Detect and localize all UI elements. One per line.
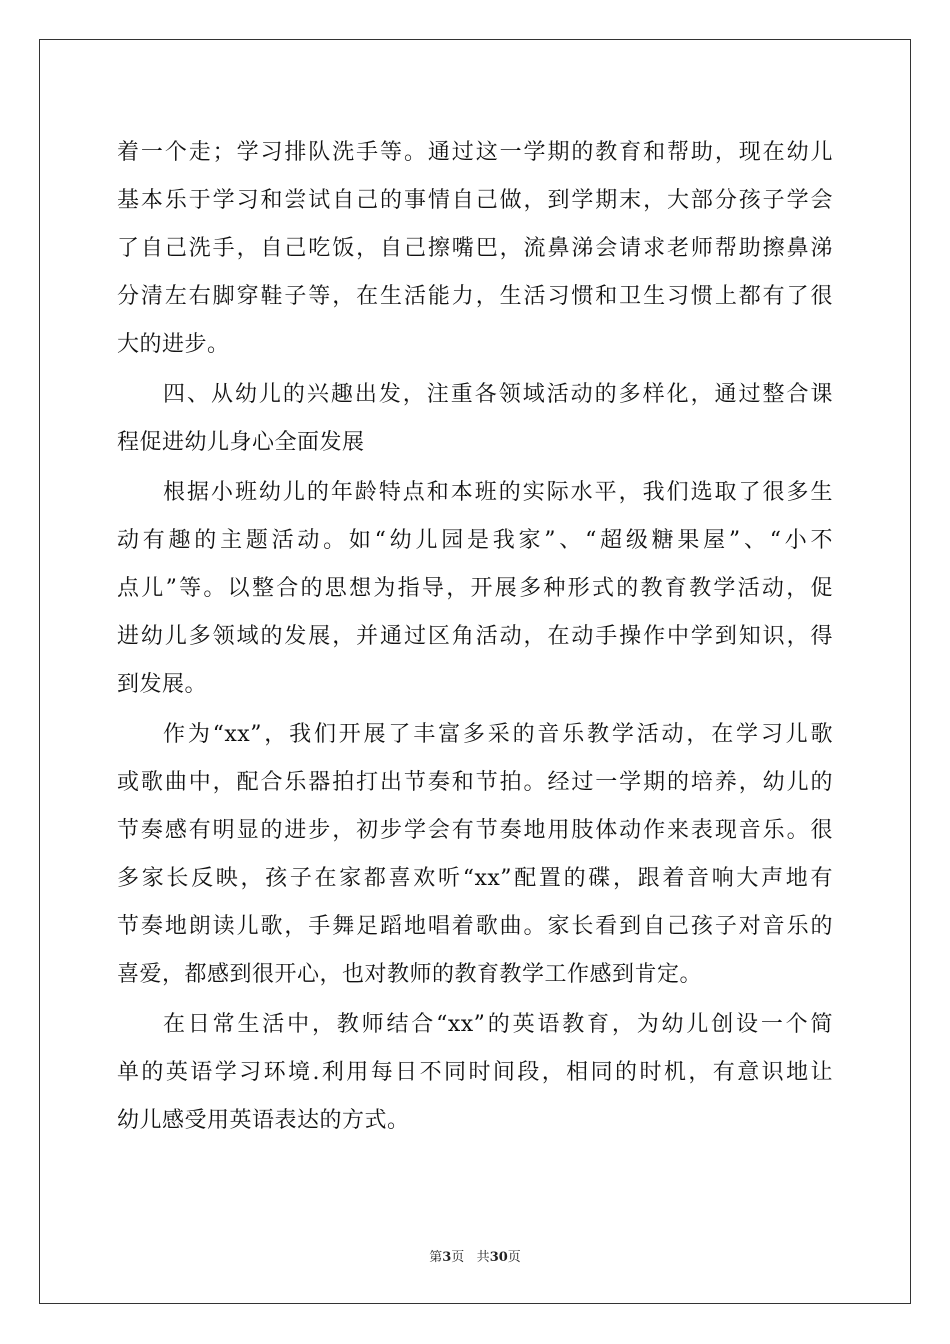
section-heading bbox=[117, 371, 833, 467]
page-suffix: 页 bbox=[451, 1250, 465, 1265]
text-line: 节奏感有明显的进步，初步学会有节奏地用肢体动作来表现音乐。很 bbox=[117, 818, 833, 843]
text-line: 程促进幼儿身心全面发展 bbox=[117, 430, 365, 455]
page-prefix: 第 bbox=[429, 1250, 443, 1265]
text-line: 多家长反映，孩子在家都喜欢听“xx”配置的碟，跟着音响大声地有 bbox=[117, 866, 833, 891]
paragraph bbox=[117, 129, 833, 369]
paragraph bbox=[117, 711, 833, 999]
text-line: 根据小班幼儿的年龄特点和本班的实际水平，我们选取了很多生 bbox=[163, 480, 833, 505]
text-line: 单的英语学习环境.利用每日不同时间段，相同的时机，有意识地让 bbox=[117, 1060, 833, 1085]
page-number: 3 bbox=[442, 1250, 452, 1265]
page-footer bbox=[0, 1246, 950, 1265]
text-line: 在日常生活中，教师结合“xx”的英语教育，为幼儿创设一个简 bbox=[163, 1012, 833, 1037]
text-line: 大的进步。 bbox=[117, 332, 230, 357]
total-suffix: 页 bbox=[507, 1250, 521, 1265]
text-line: 着一个走；学习排队洗手等。通过这一学期的教育和帮助，现在幼儿 bbox=[117, 140, 833, 165]
paragraph bbox=[117, 1001, 833, 1145]
text-line: 分清左右脚穿鞋子等，在生活能力，生活习惯和卫生习惯上都有了很 bbox=[117, 284, 833, 309]
text-line: 到发展。 bbox=[117, 672, 208, 697]
text-line: 基本乐于学习和尝试自己的事情自己做，到学期末，大部分孩子学会 bbox=[117, 188, 833, 213]
text-line: 喜爱，都感到很开心，也对教师的教育教学工作感到肯定。 bbox=[117, 962, 703, 987]
text-line: 作为“xx”，我们开展了丰富多采的音乐教学活动，在学习儿歌 bbox=[163, 722, 833, 747]
text-line: 进幼儿多领域的发展，并通过区角活动，在动手操作中学到知识，得 bbox=[117, 624, 833, 649]
text-line: 节奏地朗读儿歌，手舞足蹈地唱着歌曲。家长看到自己孩子对音乐的 bbox=[117, 914, 833, 939]
text-line: 或歌曲中，配合乐器拍打出节奏和节拍。经过一学期的培养，幼儿的 bbox=[117, 770, 833, 795]
total-pages: 30 bbox=[489, 1250, 508, 1265]
document-body bbox=[117, 129, 833, 1145]
text-line: 了自己洗手，自己吃饭，自己擦嘴巴，流鼻涕会请求老师帮助擦鼻涕 bbox=[117, 236, 833, 261]
text-line: 四、从幼儿的兴趣出发，注重各领域活动的多样化，通过整合课 bbox=[163, 382, 833, 407]
text-line: 动有趣的主题活动。如“幼儿园是我家”、“超级糖果屋”、“小不 bbox=[117, 528, 833, 553]
text-line: 点儿”等。以整合的思想为指导，开展多种形式的教育教学活动，促 bbox=[117, 576, 833, 601]
text-line: 幼儿感受用英语表达的方式。 bbox=[117, 1108, 410, 1133]
total-prefix: 共 bbox=[476, 1250, 490, 1265]
paragraph bbox=[117, 469, 833, 709]
